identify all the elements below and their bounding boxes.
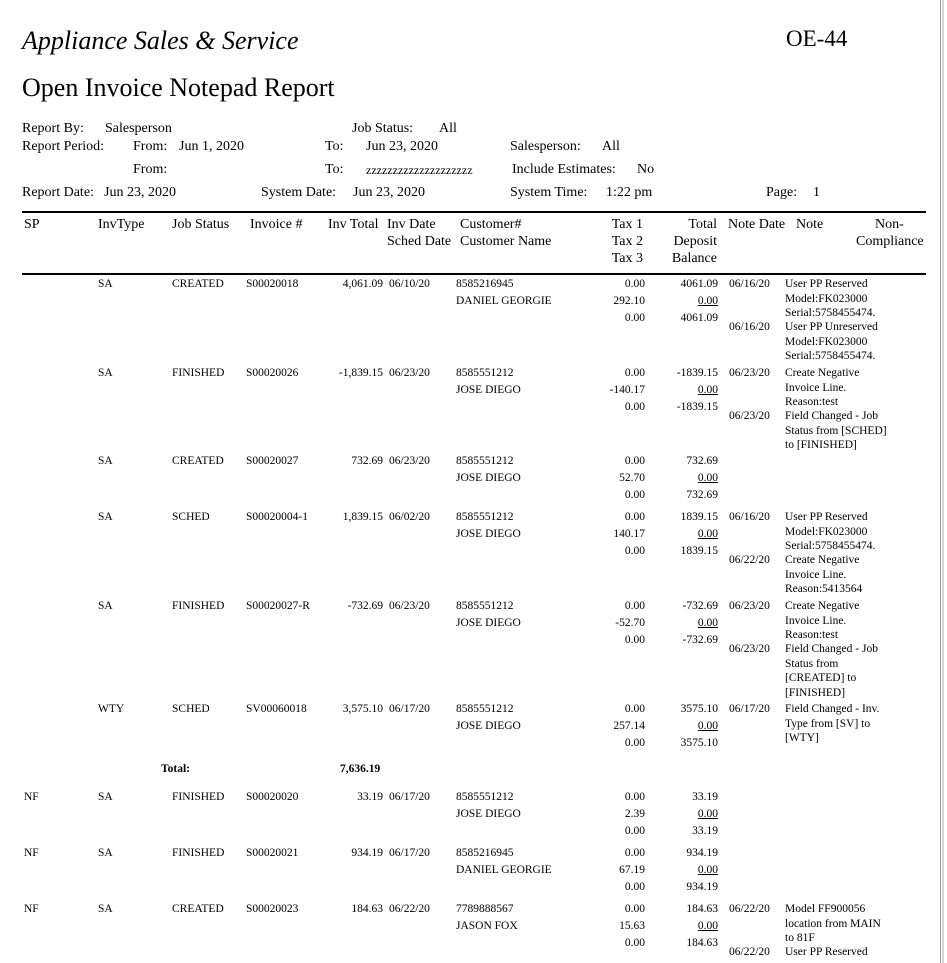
col-job-status: Job Status <box>172 217 230 232</box>
row-job-status: SCHED <box>172 703 210 715</box>
note-line: Reason:test <box>785 629 839 641</box>
row-tax3: 0.00 <box>624 634 645 646</box>
system-date-label: System Date: <box>261 185 337 200</box>
row-balance: 1839.15 <box>680 545 718 557</box>
row-total: 934.19 <box>686 847 718 859</box>
row-customer-name: JOSE DIEGO <box>456 384 521 396</box>
row-invtype: SA <box>98 455 113 467</box>
note-line: Create Negative <box>785 367 860 379</box>
row-total: 4061.09 <box>680 278 718 290</box>
row-invoice-number: SV00060018 <box>246 703 307 715</box>
col-tax2: Tax 2 <box>611 234 643 249</box>
row-balance: 732.69 <box>686 489 718 501</box>
note-date: 06/22/20 <box>729 903 770 915</box>
row-tax2: 67.19 <box>619 864 645 876</box>
row-sp: NF <box>24 847 39 859</box>
note-line: Create Negative <box>785 554 860 566</box>
row-customer-no: 8585551212 <box>456 600 514 612</box>
note-line: Model FF900056 <box>785 903 866 915</box>
row-customer-no: 8585551212 <box>456 703 514 715</box>
col-compliance: Compliance <box>856 234 924 249</box>
row-total: -1839.15 <box>676 367 718 379</box>
note-line: Reason:5413564 <box>785 583 863 595</box>
row-total: 33.19 <box>692 791 718 803</box>
to2-label: To: <box>325 162 344 177</box>
row-tax1: 0.00 <box>624 278 645 290</box>
row-inv-date: 06/17/20 <box>389 703 430 715</box>
note-line: [FINISHED] <box>785 686 846 699</box>
row-tax1: 0.00 <box>624 903 645 915</box>
note-line: Field Changed - Job <box>785 643 878 655</box>
col-sched-date: Sched Date <box>387 234 452 249</box>
report-date-value: Jun 23, 2020 <box>104 185 176 200</box>
to2-value: zzzzzzzzzzzzzzzzzzzz <box>366 163 473 177</box>
from-label: From: <box>133 139 168 154</box>
report-by-label: Report By: <box>22 121 84 136</box>
note-date: 06/23/20 <box>729 600 770 612</box>
row-customer-no: 8585216945 <box>456 847 514 859</box>
row-total: 184.63 <box>686 903 718 915</box>
note-line: Create Negative <box>785 600 860 612</box>
row-deposit: 0.00 <box>697 720 718 732</box>
company-name: Appliance Sales & Service <box>22 26 299 55</box>
row-invoice-number: S00020018 <box>246 278 299 290</box>
col-inv-total: Inv Total <box>328 217 379 232</box>
note-line: Serial:5758455474. <box>785 350 876 362</box>
row-tax1: 0.00 <box>624 703 645 715</box>
page-label: Page: <box>766 185 798 200</box>
note-date: 06/22/20 <box>729 554 770 566</box>
row-job-status: CREATED <box>172 903 224 915</box>
row-job-status: FINISHED <box>172 367 225 379</box>
row-tax2: 140.17 <box>613 528 645 540</box>
row-tax3: 0.00 <box>624 401 645 413</box>
row-tax3: 0.00 <box>624 312 645 324</box>
row-invtype: SA <box>98 278 113 290</box>
row-customer-name: DANIEL GEORGIE <box>456 864 552 876</box>
row-inv-total: 4,061.09 <box>342 278 383 290</box>
note-date: 06/23/20 <box>729 410 770 422</box>
note-line: Model:FK023000 <box>785 525 868 538</box>
row-tax1: 0.00 <box>624 455 645 467</box>
note-line: User PP Unreserved <box>785 321 878 333</box>
col-inv-date: Inv Date <box>387 217 436 232</box>
row-inv-date: 06/23/20 <box>389 600 430 612</box>
subtotal-label: Total: <box>161 763 190 775</box>
note-line: Model:FK023000 <box>785 292 868 305</box>
row-inv-total: 732.69 <box>351 455 383 467</box>
row-customer-no: 8585551212 <box>456 455 514 467</box>
row-tax3: 0.00 <box>624 737 645 749</box>
row-job-status: FINISHED <box>172 847 225 859</box>
note-line: [WTY] <box>785 732 819 744</box>
row-job-status: SCHED <box>172 511 210 523</box>
row-customer-name: JOSE DIEGO <box>456 472 521 484</box>
row-tax2: -140.17 <box>609 384 645 396</box>
row-invtype: SA <box>98 791 113 803</box>
job-status-label: Job Status: <box>352 121 414 136</box>
row-customer-no: 8585551212 <box>456 791 514 803</box>
row-tax2: 15.63 <box>619 920 645 932</box>
note-line: Invoice Line. <box>785 568 847 581</box>
row-tax2: 52.70 <box>619 472 645 484</box>
note-line: to 81F <box>785 932 815 944</box>
row-tax1: 0.00 <box>624 791 645 803</box>
note-line: Type from [SV] to <box>785 717 871 730</box>
report-by-value: Salesperson <box>105 121 172 136</box>
row-inv-total: 3,575.10 <box>342 703 383 715</box>
note-date: 06/16/20 <box>729 278 770 290</box>
note-line: Serial:5758455474. <box>785 307 876 319</box>
row-tax3: 0.00 <box>624 825 645 837</box>
col-customer-name: Customer Name <box>460 234 552 249</box>
row-balance: 934.19 <box>686 881 718 893</box>
row-deposit: 0.00 <box>697 528 718 540</box>
row-deposit: 0.00 <box>697 864 718 876</box>
row-sp: NF <box>24 903 39 915</box>
row-customer-no: 8585551212 <box>456 511 514 523</box>
row-tax3: 0.00 <box>624 489 645 501</box>
row-customer-name: JOSE DIEGO <box>456 720 521 732</box>
row-customer-no: 7789888567 <box>456 903 514 915</box>
row-sp: NF <box>24 791 39 803</box>
from2-label: From: <box>133 162 168 177</box>
row-job-status: CREATED <box>172 278 224 290</box>
note-line: Model:FK023000 <box>785 335 868 348</box>
row-total: 1839.15 <box>680 511 718 523</box>
row-deposit: 0.00 <box>697 384 718 396</box>
report-date-label: Report Date: <box>22 185 94 200</box>
estimates-value: No <box>637 162 655 177</box>
note-line: Invoice Line. <box>785 614 847 627</box>
row-customer-name: JOSE DIEGO <box>456 528 521 540</box>
row-inv-date: 06/22/20 <box>389 903 430 915</box>
estimates-label: Include Estimates: <box>512 162 616 177</box>
note-date: 06/16/20 <box>729 321 770 333</box>
row-inv-date: 06/02/20 <box>389 511 430 523</box>
row-invoice-number: S00020020 <box>246 791 299 803</box>
row-customer-name: JOSE DIEGO <box>456 808 521 820</box>
col-tax3: Tax 3 <box>611 251 643 266</box>
row-invoice-number: S00020027-R <box>246 600 310 612</box>
row-invoice-number: S00020004-1 <box>246 511 308 523</box>
note-date: 06/22/20 <box>729 946 770 958</box>
salesperson-value: All <box>602 139 620 154</box>
row-deposit: 0.00 <box>697 617 718 629</box>
note-line: Reason:test <box>785 396 839 408</box>
row-inv-date: 06/23/20 <box>389 367 430 379</box>
row-inv-date: 06/17/20 <box>389 847 430 859</box>
row-job-status: FINISHED <box>172 791 225 803</box>
col-total: Total <box>688 217 717 232</box>
col-sp: SP <box>24 217 40 232</box>
row-balance: 4061.09 <box>680 312 718 324</box>
row-inv-date: 06/17/20 <box>389 791 430 803</box>
row-deposit: 0.00 <box>697 920 718 932</box>
row-customer-name: JASON FOX <box>456 920 518 932</box>
row-invtype: SA <box>98 511 113 523</box>
col-tax1: Tax 1 <box>611 217 643 232</box>
note-line: Invoice Line. <box>785 381 847 394</box>
row-tax3: 0.00 <box>624 937 645 949</box>
row-tax2: 257.14 <box>613 720 645 732</box>
row-invoice-number: S00020027 <box>246 455 299 467</box>
col-note-date: Note Date <box>728 217 786 232</box>
job-status-value: All <box>439 121 457 136</box>
row-inv-total: -1,839.15 <box>338 367 383 379</box>
system-time-label: System Time: <box>510 185 588 200</box>
col-deposit: Deposit <box>673 234 717 249</box>
row-inv-date: 06/23/20 <box>389 455 430 467</box>
row-invoice-number: S00020021 <box>246 847 299 859</box>
row-balance: -1839.15 <box>676 401 718 413</box>
row-deposit: 0.00 <box>697 808 718 820</box>
row-total: -732.69 <box>682 600 718 612</box>
system-time-value: 1:22 pm <box>606 185 653 200</box>
note-line: User PP Reserved <box>785 511 868 523</box>
row-balance: 3575.10 <box>680 737 718 749</box>
subtotal-value: 7,636.19 <box>340 763 381 775</box>
note-line: Status from [SCHED] <box>785 424 887 437</box>
row-inv-total: 184.63 <box>351 903 383 915</box>
row-balance: -732.69 <box>682 634 718 646</box>
row-deposit: 0.00 <box>697 295 718 307</box>
note-line: User PP Reserved <box>785 946 868 958</box>
note-line: Serial:5758455474. <box>785 540 876 552</box>
row-invoice-number: S00020023 <box>246 903 299 915</box>
page-value: 1 <box>813 185 820 200</box>
row-invtype: SA <box>98 367 113 379</box>
note-line: [CREATED] to <box>785 672 857 684</box>
row-tax2: 2.39 <box>624 808 645 820</box>
col-invoice: Invoice # <box>250 217 303 232</box>
row-deposit: 0.00 <box>697 472 718 484</box>
row-inv-total: -732.69 <box>347 600 383 612</box>
page-edge <box>940 0 941 963</box>
row-customer-no: 8585216945 <box>456 278 514 290</box>
note-line: Field Changed - Job <box>785 410 878 422</box>
system-date-value: Jun 23, 2020 <box>353 185 425 200</box>
col-note: Note <box>796 217 824 232</box>
col-balance: Balance <box>671 251 717 266</box>
report-title: Open Invoice Notepad Report <box>22 73 335 102</box>
row-inv-total: 1,839.15 <box>342 511 383 523</box>
row-tax1: 0.00 <box>624 847 645 859</box>
row-customer-name: JOSE DIEGO <box>456 617 521 629</box>
row-job-status: CREATED <box>172 455 224 467</box>
row-balance: 184.63 <box>686 937 718 949</box>
header-rule-bottom <box>22 273 926 275</box>
row-invtype: WTY <box>98 703 125 715</box>
from-value: Jun 1, 2020 <box>179 139 244 154</box>
row-balance: 33.19 <box>692 825 718 837</box>
row-tax3: 0.00 <box>624 545 645 557</box>
col-invtype: InvType <box>98 217 145 232</box>
row-job-status: FINISHED <box>172 600 225 612</box>
row-tax1: 0.00 <box>624 511 645 523</box>
row-tax1: 0.00 <box>624 600 645 612</box>
row-tax2: -52.70 <box>615 617 645 629</box>
row-inv-date: 06/10/20 <box>389 278 430 290</box>
note-date: 06/16/20 <box>729 511 770 523</box>
to-value: Jun 23, 2020 <box>366 139 438 154</box>
row-customer-name: DANIEL GEORGIE <box>456 295 552 307</box>
row-total: 732.69 <box>686 455 718 467</box>
row-tax1: 0.00 <box>624 367 645 379</box>
col-customer-no: Customer# <box>460 217 522 232</box>
header-rule-top <box>22 211 926 213</box>
period-label: Report Period: <box>22 139 105 154</box>
row-invtype: SA <box>98 600 113 612</box>
note-date: 06/23/20 <box>729 367 770 379</box>
note-line: to [FINISHED] <box>785 439 857 451</box>
note-line: Status from <box>785 657 839 670</box>
note-line: location from MAIN <box>785 917 881 930</box>
row-customer-no: 8585551212 <box>456 367 514 379</box>
to-label: To: <box>325 139 344 154</box>
row-invtype: SA <box>98 847 113 859</box>
note-line: Field Changed - Inv. <box>785 703 880 715</box>
note-line: User PP Reserved <box>785 278 868 290</box>
col-non: Non- <box>875 217 904 232</box>
note-date: 06/23/20 <box>729 643 770 655</box>
page-edge-shadow <box>942 0 944 963</box>
row-inv-total: 934.19 <box>351 847 383 859</box>
salesperson-label: Salesperson: <box>510 139 581 154</box>
row-total: 3575.10 <box>680 703 718 715</box>
row-tax3: 0.00 <box>624 881 645 893</box>
note-date: 06/17/20 <box>729 703 770 715</box>
report-code: OE-44 <box>786 26 848 51</box>
row-invoice-number: S00020026 <box>246 367 299 379</box>
row-inv-total: 33.19 <box>357 791 383 803</box>
row-tax2: 292.10 <box>613 295 645 307</box>
row-invtype: SA <box>98 903 113 915</box>
